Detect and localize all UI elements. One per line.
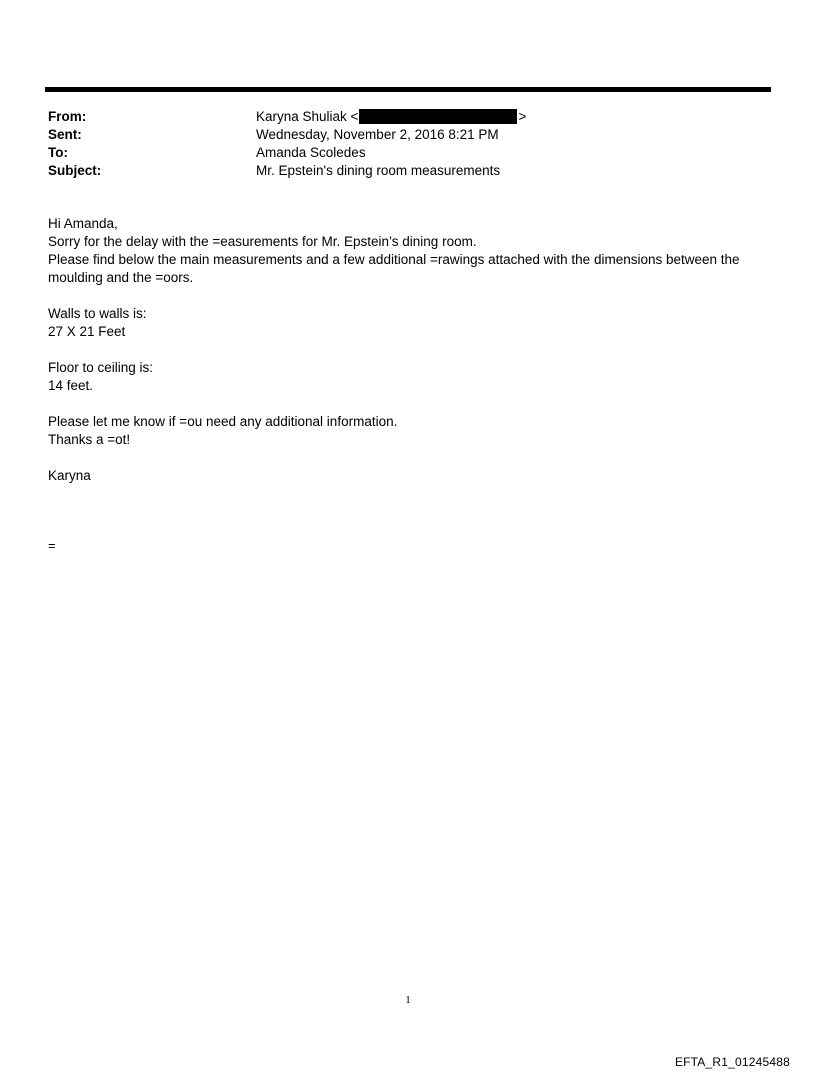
closing-line-2: Thanks a =ot! — [48, 432, 131, 447]
from-name: Karyna Shuliak < — [256, 109, 359, 124]
spacer — [48, 341, 768, 359]
from-value — [256, 108, 526, 126]
spacer — [48, 395, 768, 413]
walls-label: Walls to walls is: — [48, 306, 147, 321]
sent-row — [48, 126, 748, 144]
floor-label: Floor to ceiling is: — [48, 360, 154, 375]
signature: Karyna — [48, 468, 91, 483]
closing-line-1: Please let me know if =ou need any additional information. — [48, 414, 398, 429]
spacer — [48, 449, 768, 467]
from-label: From: — [48, 109, 87, 124]
subject-row — [48, 162, 748, 180]
body-line-1: Sorry for the delay with the =easurements for Mr. Epstein’s dining room. — [48, 234, 477, 249]
to-row — [48, 144, 748, 162]
greeting: Hi Amanda, — [48, 216, 118, 231]
to-value: Amanda Scoledes — [256, 145, 366, 160]
sent-value: Wednesday, November 2, 2016 8:21 PM — [256, 127, 499, 142]
from-row — [48, 108, 748, 126]
redacted-email — [359, 109, 517, 124]
page-number: 1 — [405, 994, 411, 1006]
email-body — [48, 215, 768, 485]
header-divider — [45, 87, 771, 92]
bates-number: EFTA_R1_01245488 — [674, 1055, 790, 1069]
spacer — [48, 287, 768, 305]
walls-value: 27 X 21 Feet — [48, 324, 126, 339]
trailing-mark: = — [48, 538, 56, 553]
email-header — [48, 108, 748, 180]
body-line-2: Please find below the main measurements and a few additional =rawings attached with the dimensions between the moulding and the =oors. — [48, 252, 740, 285]
sent-label: Sent: — [48, 127, 82, 142]
subject-value: Mr. Epstein's dining room measurements — [256, 163, 501, 178]
subject-label: Subject: — [48, 163, 102, 178]
from-suffix: > — [518, 109, 527, 124]
to-label: To: — [48, 145, 68, 160]
floor-value: 14 feet. — [48, 378, 94, 393]
